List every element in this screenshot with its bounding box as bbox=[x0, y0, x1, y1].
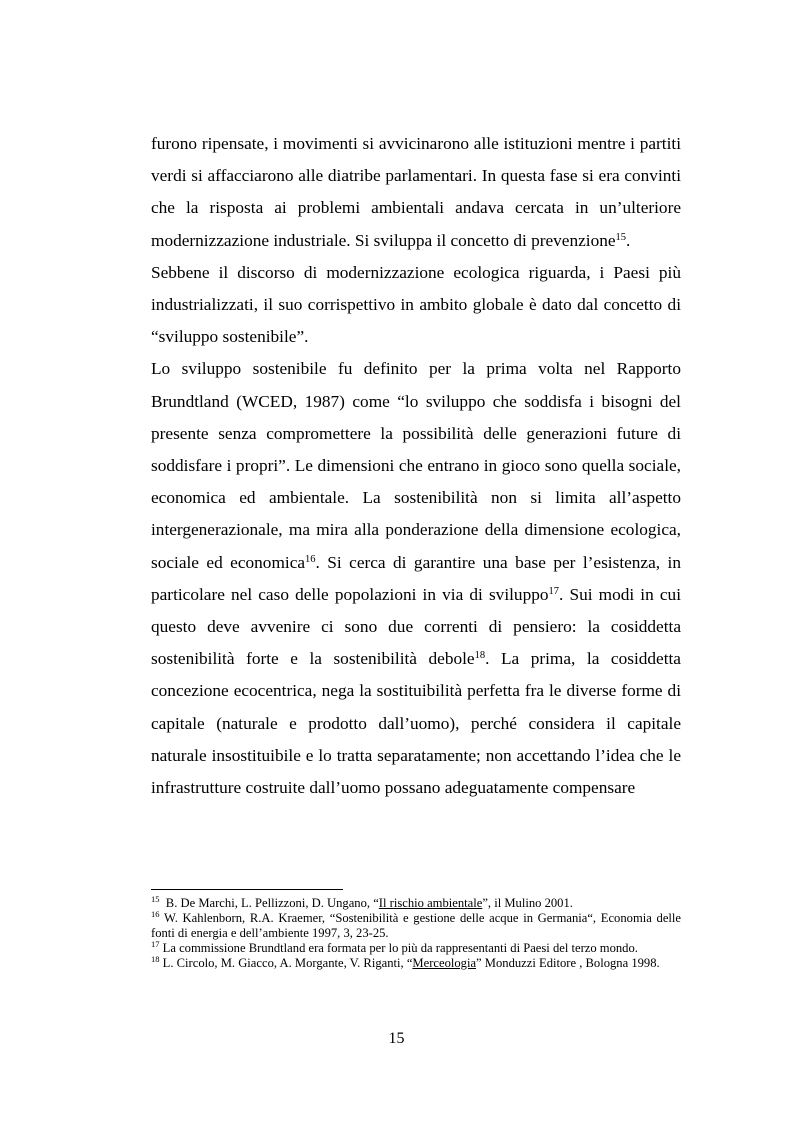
footnote-18: $^{18}$ L. Circolo, M. Giacco, A. Morgante, V. Riganti, “Merceologia” Monduzzi Editore , Bologna 1998. bbox=[151, 953, 660, 970]
footnote-15: $^{15}$ B. De Marchi, L. Pellizzoni, D. Ungano, “Il rischio ambientale”, il Mulino 2001. bbox=[151, 893, 573, 910]
footnotes bbox=[151, 893, 682, 971]
paragraph-2: Sebbene il discorso di modernizzazione ecologica riguarda, i Paesi più industrializzati, il suo corrispettivo in ambito globale è dato dal concetto di “sviluppo sostenibile”. bbox=[151, 262, 681, 347]
body-text bbox=[151, 128, 681, 804]
footnote-ref-17: 17 bbox=[548, 586, 559, 598]
footnote-17: $^{17}$ La commissione Brundtland era formata per lo più da rappresentanti di Paesi del terzo mondo. bbox=[151, 938, 638, 955]
paragraph-1: furono ripensate, i movimenti si avvicinarono alle istituzioni mentre i partiti verdi si affacciarono alle diatribe parlamentari. In questa fase si era convinti che la risposta ai problemi ambientali andava cercata in un’ulteriore modernizzazione industriale. Si sviluppa il concetto di prevenzione$^{15}$. bbox=[151, 134, 681, 250]
footnote-ref-16: 16 bbox=[305, 553, 316, 565]
footnote-separator bbox=[151, 889, 343, 890]
footnote-16: $^{16}$ W. Kahlenborn, R.A. Kraemer, “Sostenibilità e gestione delle acque in Germania“, Economia delle fonti di energia e dell’ambiente 1997, 3, 23-25. bbox=[151, 908, 682, 940]
page-number: 15 bbox=[388, 1030, 405, 1047]
footnote-title: Il rischio ambientale bbox=[378, 896, 483, 910]
footnote-ref-18: 18 bbox=[474, 650, 486, 662]
footnote-title: Merceologia bbox=[412, 955, 477, 970]
footnote-ref-15: 15 bbox=[615, 231, 627, 243]
paragraph-3: Lo sviluppo sostenibile fu definito per la prima volta nel Rapporto Brundtland (WCED, 1987) come “lo sviluppo che soddisfa i bisogni del presente senza compromettere la possibilità delle generazioni future di soddisfare i propri”. Le dimensioni che entrano in gioco sono quella sociale, economica ed ambientale. La sostenibilità non si limita all’aspetto intergenerazionale, ma mira alla ponderazione della dimensione ecologica, sociale ed economica$^{16}$. Si cerca di garantire una base per l’esistenza, in particolare nel caso delle popolazioni in via di sviluppo$^{17}$. Sui modi in cui questo deve avvenire ci sono due correnti di pensiero: la cosiddetta sostenibilità forte e la sostenibilità debole$^{18}$. La prima, la cosiddetta concezione ecocentrica, nega la sostituibilità perfetta fra le diverse forme di capitale (naturale e prodotto dall’uomo), perché considera il capitale naturale insostituibile e lo tratta separatamente; non accettando l’idea che le infrastrutture costruite dall’uomo possano adeguatamente compensare bbox=[151, 359, 681, 798]
